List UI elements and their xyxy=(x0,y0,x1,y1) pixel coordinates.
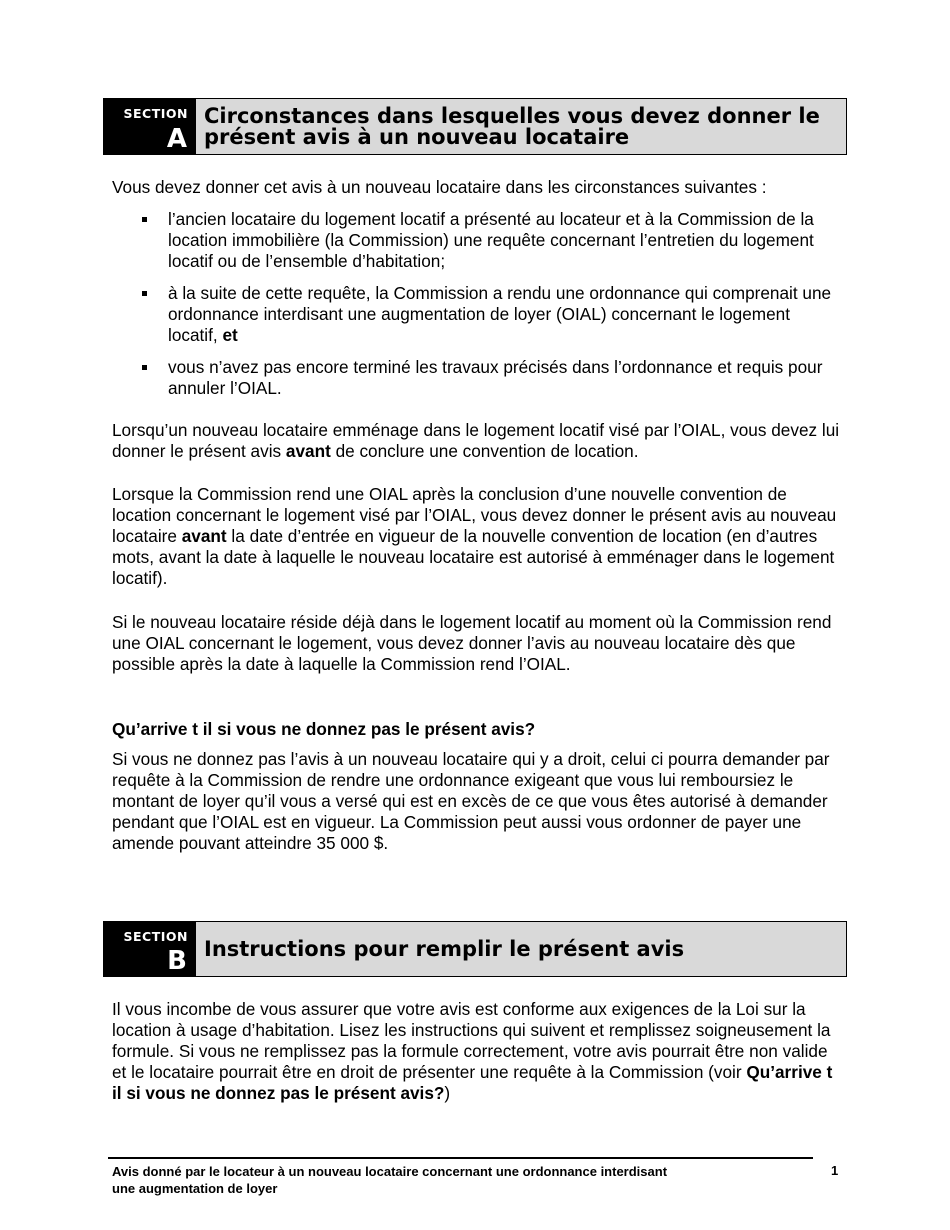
list-item-bold: et xyxy=(222,325,238,345)
para3-text: Si le nouveau locataire réside déjà dans le logement locatif au moment où la Commission rend une OIAL concernant le logement, vous devez donner l’avis au nouveau locataire dès que possible après la date à laquelle la Commission rend l’OIAL. xyxy=(112,612,832,674)
para2-text: Lorsque la Commission rend une OIAL après la conclusion d’une nouvelle convention de location concernant le logement visé par l’OIAL, vous devez donner le présent avis au nouveau locataire xyxy=(112,484,837,546)
para1-text: Lorsqu’un nouveau locataire emménage dans le logement locatif visé par l’OIAL, vous devez lui donner le présent avis xyxy=(112,420,840,461)
para-b-bold: Qu’arrive t il si vous ne donnez pas le présent avis? xyxy=(112,1062,833,1103)
section-b-title: Instructions pour remplir le présent avis xyxy=(196,922,846,976)
paragraph-already-resident xyxy=(112,612,842,675)
section-a-header xyxy=(103,98,847,155)
para1-text-end: de conclure une convention de location. xyxy=(330,441,639,461)
section-letter: B xyxy=(167,946,187,976)
section-b-label xyxy=(104,922,196,976)
section-a-title: Circonstances dans lesquelles vous devez donner le présent avis à un nouveau locataire xyxy=(196,99,846,154)
intro-paragraph: Vous devez donner cet avis à un nouveau locataire dans les circonstances suivantes : xyxy=(112,177,767,197)
section-b-content xyxy=(112,999,842,1104)
paragraph-after-agreement xyxy=(112,484,842,589)
list-item xyxy=(112,357,842,399)
section-letter: A xyxy=(166,124,187,154)
list-item xyxy=(112,209,842,272)
section-word: SECTION xyxy=(123,106,188,121)
section-word: SECTION xyxy=(123,929,188,944)
page-number: 1 xyxy=(831,1163,839,1178)
para-b-text: Il vous incombe de vous assurer que votre avis est conforme aux exigences de la Loi sur la location à usage d’habitation. Lisez les instructions qui suivent et remplissez soigneusement la formule. Si vous ne remplissez pas la formule correctement, votre avis pourrait être non valide et le locataire pourrait être en droit de présenter une requête à la Commission (voir xyxy=(112,999,831,1082)
footer-title: Avis donné par le locateur à un nouveau locataire concernant une ordonnance interdisant une augmentation de loyer xyxy=(112,1164,668,1196)
para2-text-end: la date d’entrée en vigueur de la nouvelle convention de location (en d’autres mots, avant la date à laquelle le nouveau locataire est autorisé à emménager dans le logement locatif). xyxy=(112,526,835,588)
circumstances-list xyxy=(112,209,842,399)
section-a-content xyxy=(112,177,842,399)
bullet-icon xyxy=(142,365,147,370)
consequence-heading: Qu’arrive t il si vous ne donnez pas le présent avis? xyxy=(112,719,536,739)
bullet-icon xyxy=(142,217,147,222)
list-item xyxy=(112,283,842,346)
para2-bold: avant xyxy=(181,526,227,546)
consequence-text: Si vous ne donnez pas l’avis à un nouveau locataire qui y a droit, celui ci pourra demander par requête à la Commission de rendre une ordonnance exigeant que vous lui remboursiez le montant de loyer qu’il vous a versé qui est en excès de ce que vous êtes autorisé à demander pendant que l’OIAL est en vigueur. La Commission peut aussi vous ordonner de payer une amende pouvant atteindre 35 000 $. xyxy=(112,749,830,853)
footer-divider xyxy=(108,1157,813,1159)
list-item-text: l’ancien locataire du logement locatif a présenté au locateur et à la Commission de la location immobilière (la Commission) une requête concernant l’entretien du logement locatif ou de l’ensemble d’habitation; xyxy=(168,209,814,271)
list-item-text: à la suite de cette requête, la Commission a rendu une ordonnance qui comprenait une ordonnance interdisant une augmentation de loyer (OIAL) concernant le logement locatif, xyxy=(168,283,832,345)
section-a-label xyxy=(104,99,196,154)
bullet-icon xyxy=(142,291,147,296)
para-b-text-end: ) xyxy=(444,1083,451,1103)
consequence-block xyxy=(112,719,842,854)
list-item-text: vous n’avez pas encore terminé les travaux précisés dans l’ordonnance et requis pour annuler l’OIAL. xyxy=(168,357,823,398)
section-b-header xyxy=(103,921,847,977)
para1-bold: avant xyxy=(285,441,331,461)
paragraph-new-tenant xyxy=(112,420,842,462)
